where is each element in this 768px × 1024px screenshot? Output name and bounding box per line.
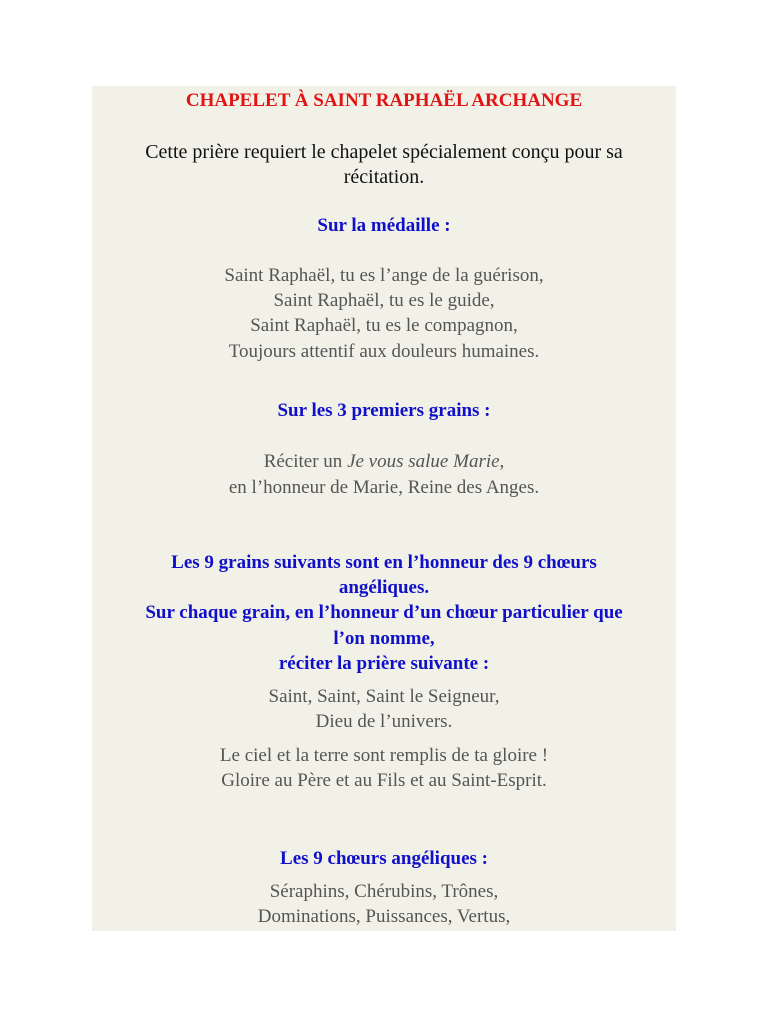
heading-first-beads: Sur les 3 premiers grains :: [277, 400, 491, 421]
heading-medal: Sur la médaille :: [317, 215, 451, 236]
hail-mary-title: Je vous salue Marie: [347, 451, 500, 472]
heading-choirs: Les 9 chœurs angéliques :: [280, 848, 488, 869]
sanctus-line: Dieu de l’univers.: [315, 711, 453, 732]
first-beads-line-1: Réciter un Je vous salue Marie,: [263, 451, 505, 472]
intro-line-1: Cette prière requiert le chapelet spécialement conçu pour sa: [145, 141, 623, 163]
sanctus-line: Gloire au Père et au Fils et au Saint-Esprit.: [221, 770, 547, 791]
nine-beads-heading-line: angéliques.: [338, 577, 430, 598]
nine-beads-heading-line: Sur chaque grain, en l’honneur d’un chœur particulier que: [145, 602, 623, 623]
sanctus-line: Le ciel et la terre sont remplis de ta gloire !: [219, 745, 549, 766]
medal-prayer-line: Saint Raphaël, tu es l’ange de la guérison,: [224, 265, 544, 286]
document-title: CHAPELET À SAINT RAPHAËL ARCHANGE: [185, 90, 583, 111]
first-beads-line-2: en l’honneur de Marie, Reine des Anges.: [228, 477, 540, 498]
sanctus-line: Saint, Saint, Saint le Seigneur,: [268, 686, 500, 707]
choirs-line: Séraphins, Chérubins, Trônes,: [269, 881, 499, 902]
medal-prayer-line: Saint Raphaël, tu es le guide,: [273, 290, 495, 311]
nine-beads-heading-line: Les 9 grains suivants sont en l’honneur des 9 chœurs: [171, 552, 597, 573]
nine-beads-heading-line: réciter la prière suivante :: [278, 653, 490, 674]
choirs-line: Dominations, Puissances, Vertus,: [257, 906, 511, 927]
document-page: [92, 86, 676, 931]
nine-beads-heading-line: l’on nomme,: [333, 628, 435, 649]
medal-prayer-line: Saint Raphaël, tu es le compagnon,: [250, 315, 518, 336]
intro-line-2: récitation.: [343, 166, 425, 188]
medal-prayer-line: Toujours attentif aux douleurs humaines.: [228, 341, 540, 362]
